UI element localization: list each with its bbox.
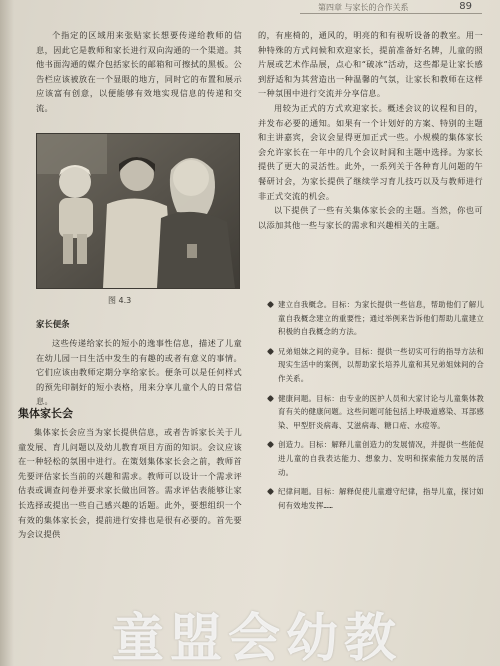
bullet-icon [267,488,274,495]
page-number: 89 [459,1,472,12]
bullet-icon [267,441,274,448]
right-paragraph: 以下提供了一些有关集体家长会的主题。当然，你也可以添加其他一些与家长的需求和兴趣相关的主题。 [258,205,483,230]
watermark: 童盟会幼教 [112,609,403,666]
meeting-topic-list [268,298,484,518]
list-item-text: 创造力。目标：解释儿童创造力的发展情况，并提供一些能促进儿童的自我表达能力、想象力、发明和探索能力发展的活动。 [278,440,484,477]
list-item [268,438,484,479]
bullet-icon [267,395,274,402]
list-item [268,298,484,339]
list-item-text: 纪律问题。目标：解释促使儿童遵守纪律，指导儿童，探讨如何有效地发挥…… [278,487,484,510]
list-item-text: 兄弟姐妹之间的竞争。目标：提供一些切实可行的指导方法和现实生活中的案例，以帮助家长培养儿童和其兄弟姐妹间的合作关系。 [278,346,484,383]
meeting-heading: 集体家长会 [18,407,73,420]
meeting-section [18,425,242,542]
list-item-text: 健康问题。目标：由专业的医护人员和大家讨论与儿童集体教育有关的健康问题。这些问题可能包括上呼吸道感染、耳部感染、甲型肝炎病毒、艾滋病毒、糖口疮、水痘等。 [278,393,484,430]
running-header [300,0,500,14]
left-top-column [36,28,242,116]
list-item [268,485,484,512]
note-paragraph: 这些传递给家长的短小的逸事性信息，描述了儿童在幼儿园一日生活中发生的有趣的或者有意义的事情。它们应该由教师定期分享给家长。便条可以是任何样式的预先印制好的短小表格，用来分享儿童个人的日常信息。 [36,338,242,407]
photo-illustration [37,134,239,288]
right-paragraph: 的，有座椅的，通风的，明亮的和有视听设备的教室。用一种特殊的方式问候和欢迎家长，提前准备好名牌，儿童的照片展或艺术作品展，点心和“破冰”活动，这些都是让家长感到舒适和为其营造出一种温馨的气氛，让家长和教师在这样一种氛围中进行交流并分享信息。 [258,30,483,99]
note-section [36,336,242,409]
bulletin-paragraph: 个指定的区域用来张贴家长想要传递给教师的信息，因此它是教师和家长进行双向沟通的一个渠道。其他书面沟通的媒介包括家长的邮箱和可擦拭的黑板。公告栏应该被放在一个显眼的地方，同时它的布置和展示应该富有创意，以便能够有效地实现信息的传递和交流。 [36,30,242,113]
book-spine-shadow [0,0,14,666]
bullet-icon [267,301,274,308]
right-column [258,28,483,232]
header-rule [300,13,482,14]
note-heading: 家长便条 [36,319,70,329]
chapter-title: 第四章 与家长的合作关系 [318,3,409,12]
right-paragraph: 用较为正式的方式欢迎家长。概述会议的议程和目的，并发布必要的通知。如果有一个计划好的方案、特别的主题和主讲嘉宾，会议会显得更加正式一些。小规模的集体家长会允许家长在一年中的几个会议时间和主题中选择。为家长提供了更大的灵活性。此外，一系列关于各种育儿问题的午餐研讨会，为家长提供了继续学习育儿技巧以及与教师进行非正式交流的机会。 [258,102,483,201]
list-item [268,392,484,433]
list-item-text: 建立自我概念。目标：为家长提供一些信息，帮助他们了解儿童自我概念建立的重要性；通过举例来告诉他们帮助儿童建立积极的自我概念的方法。 [278,300,484,337]
bullet-icon [267,348,274,355]
meeting-paragraph: 集体家长会应当为家长提供信息，或者告诉家长关于儿童发展、育儿问题以及幼儿教育项目方面的知识。会议应该在一种轻松的氛围中进行。在策划集体家长会之前，教师首先要评估家长当前的兴趣和需求。教师可以设计一个需求评估表或调查问卷并要求家长做出回答。需求评估表能够让家长选择或提出一些自己感兴趣的话题。此外，要想组织一个有效的集体家长会，提前进行安排也是很有必要的。首先要为会议提供 [18,427,242,540]
photo-figure-4-3 [36,133,240,289]
figure-caption: 图 4.3 [108,296,132,305]
list-item [268,345,484,386]
